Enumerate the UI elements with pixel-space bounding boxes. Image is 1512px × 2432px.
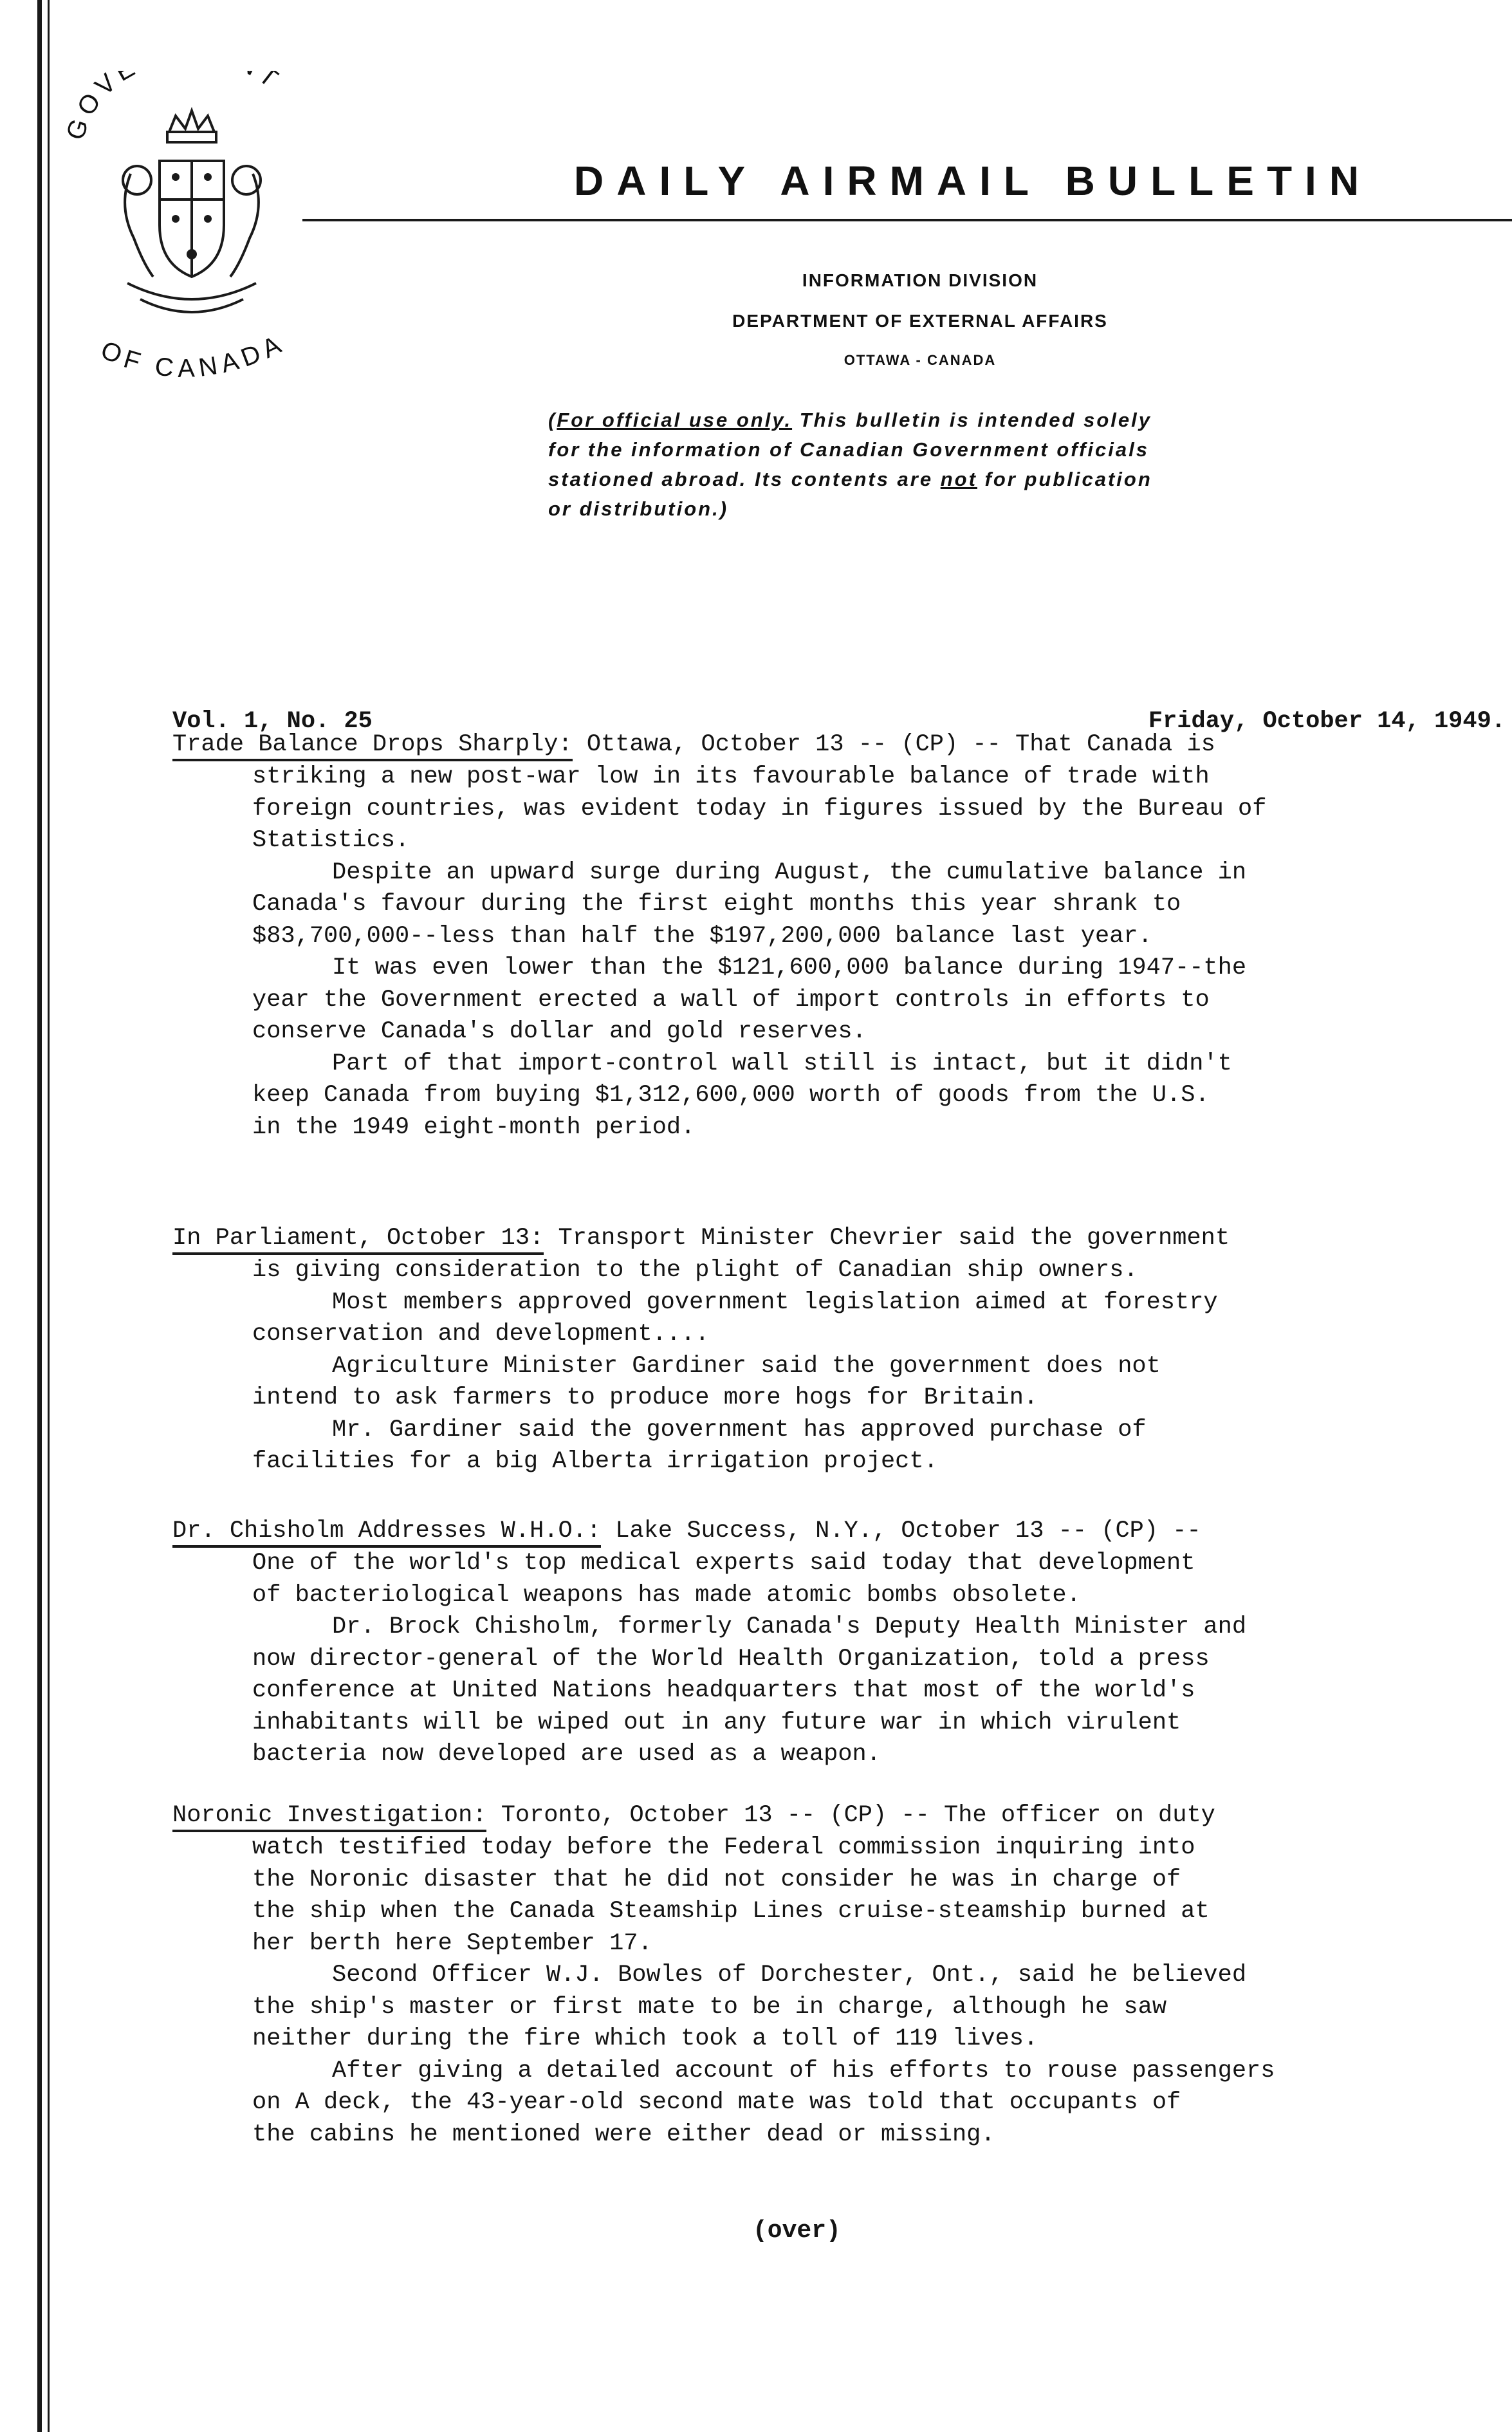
- article-first-line: [172, 729, 1498, 761]
- title-underline-rule: [302, 219, 1512, 221]
- article-line: Statistics.: [252, 827, 410, 854]
- article-line: inhabitants will be wiped out in any future war in which virulent: [252, 1709, 1181, 1736]
- article-line: conference at United Nations headquarters that most of the world's: [252, 1677, 1195, 1704]
- notice-open-paren: (: [548, 409, 557, 431]
- article-headline: In Parliament, October 13:: [172, 1224, 544, 1255]
- article-line: the cabins he mentioned were either dead or missing.: [252, 2121, 995, 2148]
- notice-line-4: or distribution.): [548, 497, 729, 520]
- article-line: striking a new post-war low in its favourable balance of trade with: [252, 763, 1210, 790]
- left-margin-rule: [37, 0, 42, 2432]
- notice-line-1: [548, 405, 1475, 435]
- notice-line-1-rest: This bulletin is intended solely: [792, 409, 1152, 431]
- seal-bottom-text: OF CANADA: [97, 328, 290, 383]
- article-line: Despite an upward surge during August, the cumulative balance in: [332, 859, 1247, 886]
- article-line: conserve Canada's dollar and gold reserves.: [252, 1018, 867, 1045]
- notice-line-2: for the information of Canadian Government officials: [548, 438, 1149, 461]
- page-continuation: (over): [753, 2217, 841, 2245]
- article-line: Most members approved government legislation aimed at forestry: [332, 1288, 1218, 1316]
- article-first-line: [172, 1516, 1498, 1548]
- article-line: of bacteriological weapons has made atomic bombs obsolete.: [252, 1581, 1081, 1609]
- official-use-notice: [548, 405, 1475, 524]
- article-line: facilities for a big Alberta irrigation project.: [252, 1448, 938, 1475]
- article-line: her berth here September 17.: [252, 1929, 652, 1957]
- article-line: now director-general of the World Health Organization, told a press: [252, 1645, 1210, 1673]
- article-line: foreign countries, was evident today in figures issued by the Bureau of: [252, 795, 1267, 822]
- article-line: Dr. Brock Chisholm, formerly Canada's Deputy Health Minister and: [332, 1613, 1247, 1640]
- article-trade-balance: [172, 729, 1498, 1144]
- article-line: is giving consideration to the plight of Canadian ship owners.: [252, 1257, 1138, 1284]
- article-line: Agriculture Minister Gardiner said the government does not: [332, 1352, 1161, 1380]
- article-line: neither during the fire which took a toll of 119 lives.: [252, 2025, 1038, 2052]
- volume-number: Vol. 1, No. 25: [172, 708, 373, 735]
- notice-official-use: For official use only.: [557, 409, 793, 431]
- article-line: the ship's master or first mate to be in charge, although he saw: [252, 1993, 1167, 2021]
- division-name: INFORMATION DIVISION: [802, 270, 1038, 290]
- article-line: in the 1949 eight-month period.: [252, 1113, 696, 1141]
- article-line: conservation and development....: [252, 1321, 710, 1348]
- article-headline: Noronic Investigation:: [172, 1801, 486, 1832]
- article-line: intend to ask farmers to produce more hogs for Britain.: [252, 1384, 1038, 1411]
- notice-line-3: [548, 465, 1475, 494]
- article-line: Second Officer W.J. Bowles of Dorchester, Ont., said he believed: [332, 1962, 1247, 1989]
- article-first-line: [172, 1223, 1498, 1255]
- article-line: Canada's favour during the first eight months this year shrank to: [252, 891, 1181, 918]
- article-chisholm: [172, 1516, 1498, 1771]
- article-lead: Ottawa, October 13 -- (CP) -- That Canada is: [572, 731, 1215, 758]
- left-margin-rule-inner: [48, 0, 50, 2432]
- article-line: year the Government erected a wall of import controls in efforts to: [252, 986, 1210, 1014]
- article-line: on A deck, the 43-year-old second mate was told that occupants of: [252, 2089, 1181, 2116]
- article-noronic: [172, 1800, 1498, 2151]
- article-line: bacteria now developed are used as a weapon.: [252, 1741, 881, 1768]
- notice-not: not: [940, 468, 977, 490]
- article-parliament: [172, 1223, 1498, 1478]
- article-lead: Lake Success, N.Y., October 13 -- (CP) --: [601, 1518, 1201, 1545]
- article-lead: Transport Minister Chevrier said the government: [544, 1225, 1230, 1252]
- article-line: After giving a detailed account of his efforts to rouse passengers: [332, 2057, 1275, 2084]
- article-line: the Noronic disaster that he did not consider he was in charge of: [252, 1866, 1181, 1893]
- department-name: DEPARTMENT OF EXTERNAL AFFAIRS: [732, 311, 1108, 331]
- article-line: Part of that import-control wall still is intact, but it didn't: [332, 1050, 1232, 1077]
- government-of-canada-seal: [57, 71, 327, 399]
- location: OTTAWA - CANADA: [844, 352, 997, 368]
- article-line: Mr. Gardiner said the government has approved purchase of: [332, 1416, 1147, 1443]
- article-line: the ship when the Canada Steamship Lines cruise-steamship burned at: [252, 1898, 1210, 1925]
- seal-top-text: GOV T: [60, 71, 288, 144]
- article-line: watch testified today before the Federal commission inquiring into: [252, 1834, 1195, 1861]
- article-line: keep Canada from buying $1,312,600,000 worth of goods from the U.S.: [252, 1082, 1210, 1109]
- article-headline: Trade Balance Drops Sharply:: [172, 730, 573, 761]
- article-first-line: [172, 1800, 1498, 1832]
- article-line: $83,700,000--less than half the $197,200,000 balance last year.: [252, 922, 1152, 950]
- notice-line-3b: for publication: [977, 468, 1152, 490]
- bulletin-title: DAILY AIRMAIL BULLETIN: [574, 158, 1372, 204]
- notice-line-3a: stationed abroad. Its contents are: [548, 468, 941, 490]
- article-headline: Dr. Chisholm Addresses W.H.O.:: [172, 1517, 601, 1548]
- issue-date: Friday, October 14, 1949.: [1148, 708, 1506, 735]
- article-line: It was even lower than the $121,600,000 balance during 1947--the: [332, 954, 1247, 981]
- svg-text:OF CANADA: [97, 329, 290, 383]
- coat-of-arms-icon: [57, 71, 327, 399]
- article-line: One of the world's top medical experts said today that development: [252, 1550, 1195, 1577]
- article-lead: Toronto, October 13 -- (CP) -- The officer on duty: [486, 1802, 1215, 1829]
